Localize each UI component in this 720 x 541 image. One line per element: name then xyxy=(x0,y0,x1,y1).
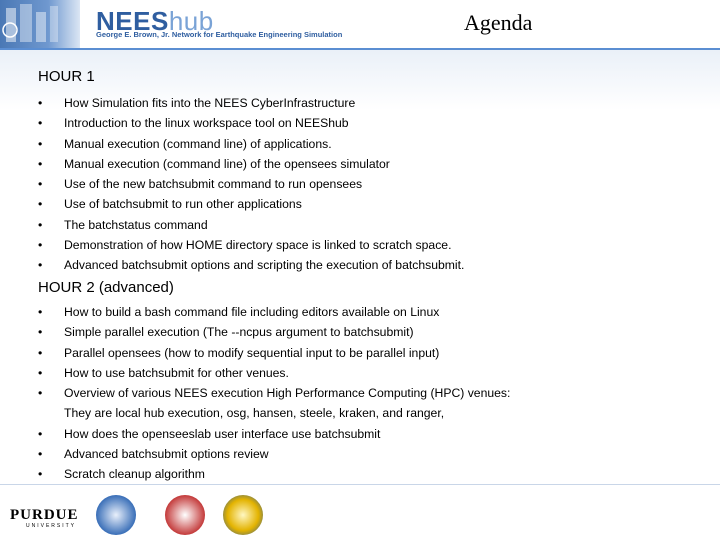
list-item: • Overview of various NEES execution High Performance Computing (HPC) venues: xyxy=(38,383,510,403)
list-item: • How Simulation fits into the NEES CyberInfrastructure xyxy=(38,93,464,113)
neeshub-logo[interactable]: NEEShub xyxy=(96,6,214,36)
list-item: • Use of batchsubmit to run other applications xyxy=(38,194,464,214)
list-item: • Manual execution (command line) of the opensees simulator xyxy=(38,154,464,174)
list-item: • How to use batchsubmit for other venues. xyxy=(38,363,510,383)
list-item-continuation: They are local hub execution, osg, hansen, steele, kraken, and ranger, xyxy=(64,406,445,421)
list-item: • Advanced batchsubmit options review xyxy=(38,444,510,464)
purdue-logo-subtitle: UNIVERSITY xyxy=(26,523,77,529)
list-item: • The batchstatus command xyxy=(38,215,464,235)
list-item: • How to build a bash command file including editors available on Linux xyxy=(38,302,510,322)
list-item: • Demonstration of how HOME directory space is linked to scratch space. xyxy=(38,235,464,255)
list-item: • Scratch cleanup algorithm xyxy=(38,464,510,484)
list-item: • Introduction to the linux workspace tool on NEEShub xyxy=(38,113,464,133)
list-item: • Parallel opensees (how to modify sequential input to be parallel input) xyxy=(38,343,510,363)
list-item: • Advanced batchsubmit options and scripting the execution of batchsubmit. xyxy=(38,255,464,275)
slide-footer xyxy=(0,484,720,541)
list-item: • Simple parallel execution (The --ncpus argument to batchsubmit) xyxy=(38,322,510,342)
purdue-logo: PURDUE xyxy=(10,507,79,523)
hour1-list xyxy=(38,93,464,276)
list-item: • Manual execution (command line) of applications. xyxy=(38,134,464,154)
slide-header xyxy=(0,0,720,48)
page-title: Agenda xyxy=(464,10,533,35)
neescomm-logo xyxy=(96,495,136,535)
neeshub-tagline: George E. Brown, Jr. Network for Earthquake Engineering Simulation xyxy=(96,30,343,39)
hour1-title: HOUR 1 xyxy=(38,68,95,85)
hour2-title: HOUR 2 (advanced) xyxy=(38,279,174,296)
hour2-list xyxy=(38,302,510,485)
nees-building-graphic xyxy=(0,0,80,48)
nsf-logo xyxy=(223,495,263,535)
list-item: • Use of the new batchsubmit command to run opensees xyxy=(38,174,464,194)
list-item: • How does the openseeslab user interface use batchsubmit xyxy=(38,424,510,444)
nehrp-logo xyxy=(165,495,205,535)
